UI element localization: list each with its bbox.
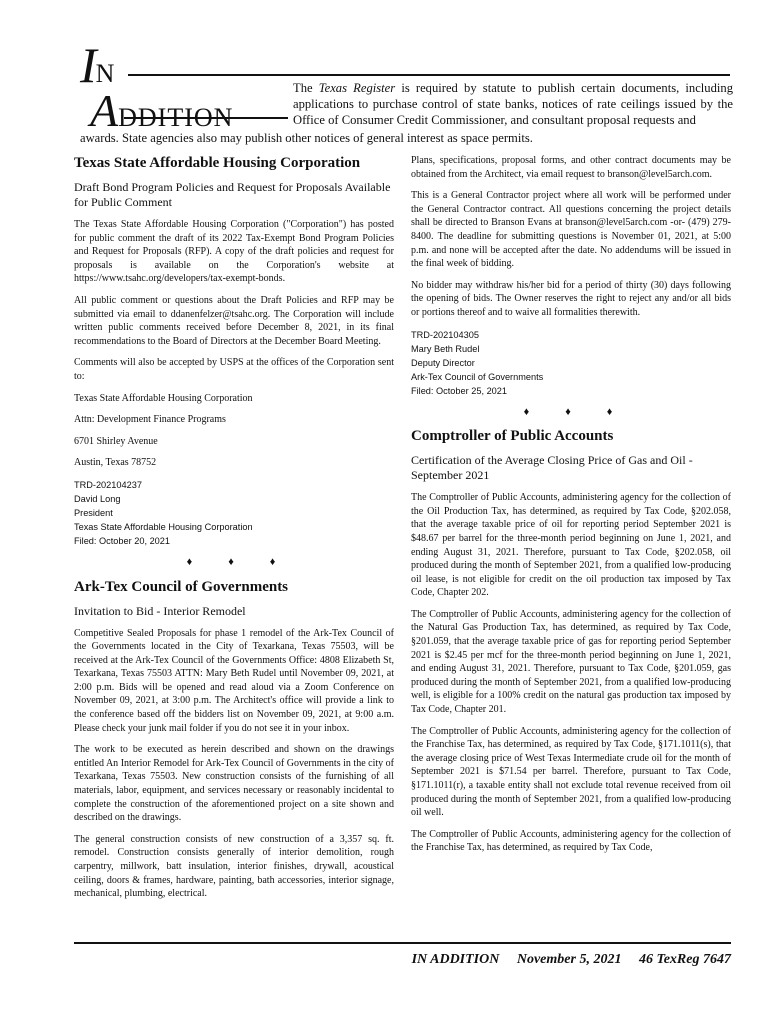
tsahc-address-line-2: Attn: Development Finance Programs (74, 414, 226, 426)
masthead-intro-continued: awards. State agencies also may publish other notices of general interest as space permits. (80, 131, 533, 145)
footer-section: IN ADDITION (411, 952, 500, 967)
arktex-paragraph-6: No bidder may withdraw his/her bid for a period of thirty (30) days following the opening of bids. The Owner reserves the right to reject any and/or all bids or portions thereof and to waive all formalities therewith. (411, 279, 731, 318)
comptroller-paragraph-2: The Comptroller of Public Accounts, administering agency for the collection of the Natural Gas Production Tax, has determined, as required by Tax Code, §201.059, that the average taxable price of gas for reporting period September 2021 is $2.45 per mcf for the three-month period beginning on June 1, 2021, and ending August 31, 2021. Therefore, pursuant to Tax Code, §201.059, gas produced during the month of September 2021, from a qualified low-producing well, is eligible for a 100% credit on the natural gas production tax imposed by Tax Code, Chapter 201. (411, 608, 731, 716)
section-divider-diamonds: ♦♦♦ (523, 405, 649, 418)
comptroller-paragraph-3: The Comptroller of Public Accounts, administering agency for the collection of the Franchise Tax, has determined, as required by Tax Code, §171.1011(s), that the average closing price of West Texas Intermediate crude oil for the month of September 2021 is $71.54 per barrel. Therefore, pursuant to Tax Code, §171.1011(r), a taxable entity shall not exclude total revenue received from oil produced during the month of September 2021, from a qualified low-producing oil well. (411, 725, 731, 819)
tsahc-paragraph-3: Comments will also be accepted by USPS at the offices of the Corporation sent to: (74, 357, 394, 382)
arktex-trd: TRD-202104305 (411, 329, 479, 340)
comptroller-paragraph-4: The Comptroller of Public Accounts, administering agency for the collection of the Franchise Tax, has determined, as required by Tax Code, (411, 828, 731, 854)
arktex-signature (411, 328, 731, 398)
tsahc-subtitle: Draft Bond Program Policies and Request for Proposals Available for Public Comment (74, 180, 391, 209)
masthead-intro: The Texas Register is required by statute to publish certain documents, including applications to purchase control of state banks, notices of rate ceilings issued by the Office of Consumer Credit Commissioner, and consultant proposal requests and (293, 81, 733, 127)
comptroller-title: Comptroller of Public Accounts (411, 428, 614, 445)
tsahc-paragraph-2: All public comment or questions about the Draft Policies and RFP may be submitted via email to ddanenfelzer@tsahc.org. The Corporation will include written public comments received before December 8, 2021, in its final recommendations to the Board of Directors at the December Board Meeting. (74, 294, 394, 347)
arktex-paragraph-3: The general construction consists of new construction of a 3,357 sq. ft. remodel. Construction consists generally of interior demolition, rough carpentry, millwork, batt insulation, interior finishes, drywall, acoustical ceiling, doors & frames, hardware, painting, bath accessories, interior signage, mechanical, plumbing, electrical. (74, 833, 394, 900)
masthead-in-title: IN (80, 37, 114, 93)
masthead-rule-bottom (124, 117, 288, 119)
section-divider-diamonds: ♦♦♦ (186, 555, 312, 568)
footer-rule (74, 942, 731, 944)
footer-date: November 5, 2021 (516, 952, 622, 967)
arktex-signer-title: Deputy Director (411, 357, 475, 368)
tsahc-signer-title: President (74, 507, 113, 518)
arktex-paragraph-5: This is a General Contractor project where all work will be performed under the General Contractor contract. All questions concerning the project details shall be directed to Branson Evans at branson@level5arch.com -or- (479) 279-8400. The deadline for submitting questions is November 01, 2021, at 5:00 p.m. and none will be accepted after the date. No addendums will be issued in the final week of bidding. (411, 190, 731, 270)
comptroller-paragraph-1: The Comptroller of Public Accounts, administering agency for the collection of the Oil Production Tax, has determined, as required by Tax Code, §202.058, that the average taxable price of oil for reporting period September 2021 is $48.67 per barrel for the three-month period beginning on June 1, 2021, and ending August 31, 2021. Therefore, pursuant to Tax Code, §202.058, oil produced during the month of September 2021, from a qualified low-producing oil lease, is not eligible for credit on the oil production tax imposed by Tax Code, Chapter 202. (411, 492, 731, 599)
tsahc-paragraph-1: The Texas State Affordable Housing Corporation ("Corporation") has posted for public comment the draft of its 2022 Tax-Exempt Bond Program Policies and Request for Proposals (RFP). A copy of the draft policies and request for proposals is available on the Corporation's website at https://www.tsahc.org/developers/tax-exempt-bonds. (74, 219, 394, 285)
tsahc-signer-org: Texas State Affordable Housing Corporation (74, 521, 253, 532)
tsahc-filed-date: Filed: October 20, 2021 (74, 535, 171, 546)
comptroller-subtitle: Certification of the Average Closing Price of Gas and Oil - September 2021 (411, 453, 693, 483)
arktex-filed-date: Filed: October 25, 2021 (411, 385, 508, 396)
arktex-signer-name: Mary Beth Rudel (411, 343, 480, 354)
tsahc-trd: TRD-202104237 (74, 479, 142, 490)
left-column (74, 154, 394, 909)
masthead (80, 36, 733, 148)
tsahc-address-line-4: Austin, Texas 78752 (74, 457, 157, 469)
tsahc-address-line-1: Texas State Affordable Housing Corporation (74, 392, 253, 404)
arktex-subtitle: Invitation to Bid - Interior Remodel (74, 603, 246, 618)
arktex-title: Ark-Tex Council of Governments (74, 578, 289, 595)
arktex-signer-org: Ark-Tex Council of Governments (411, 371, 544, 382)
masthead-rule-top (128, 74, 730, 76)
tsahc-title: Texas State Affordable Housing Corporation (74, 155, 361, 171)
tsahc-signer-name: David Long (74, 493, 121, 504)
footer-issue: 46 TexReg 7647 (638, 952, 731, 967)
tsahc-address-line-3: 6701 Shirley Avenue (74, 435, 158, 447)
arktex-paragraph-4: Plans, specifications, proposal forms, and other contract documents may be obtained from the Architect, via email request to branson@level5arch.com. (411, 155, 731, 180)
page-footer (74, 952, 731, 968)
arktex-paragraph-2: The work to be executed as herein described and shown on the drawings entitled An Interior Remodel for Ark-Tex Council of Governments in the city of Texarkana, Texas 75503. New construction consists of the furnishing of all materials, labor, equipment, and services necessary or reasonably incidental to complete the construction of the aforementioned project on a site shown and described on the drawings. (74, 744, 394, 824)
arktex-paragraph-1: Competitive Sealed Proposals for phase 1 remodel of the Ark-Tex Council of the Governments located in the City of Texarkana, Texas 75503, will be received at the Ark-Tex Council of the Governments Office: 4808 Elizabeth St, Texarkana, Texas 75503 ATTN: Mary Beth Rudel until November 09, 2021, at 2:00 p.m. Bids will be opened and read aloud via a Zoom Conference on November 09, 2021, at 3:00 p.m. The Architect's office will provide a link to the conference based off the bidders list on November 09, 2021, at 9:00 a.m. Please check your junk mail folder if you do not see it in your inbox. (74, 627, 394, 734)
right-column (411, 154, 731, 863)
masthead-addition-title: ADDITION (90, 85, 234, 136)
tsahc-signature (74, 478, 394, 548)
